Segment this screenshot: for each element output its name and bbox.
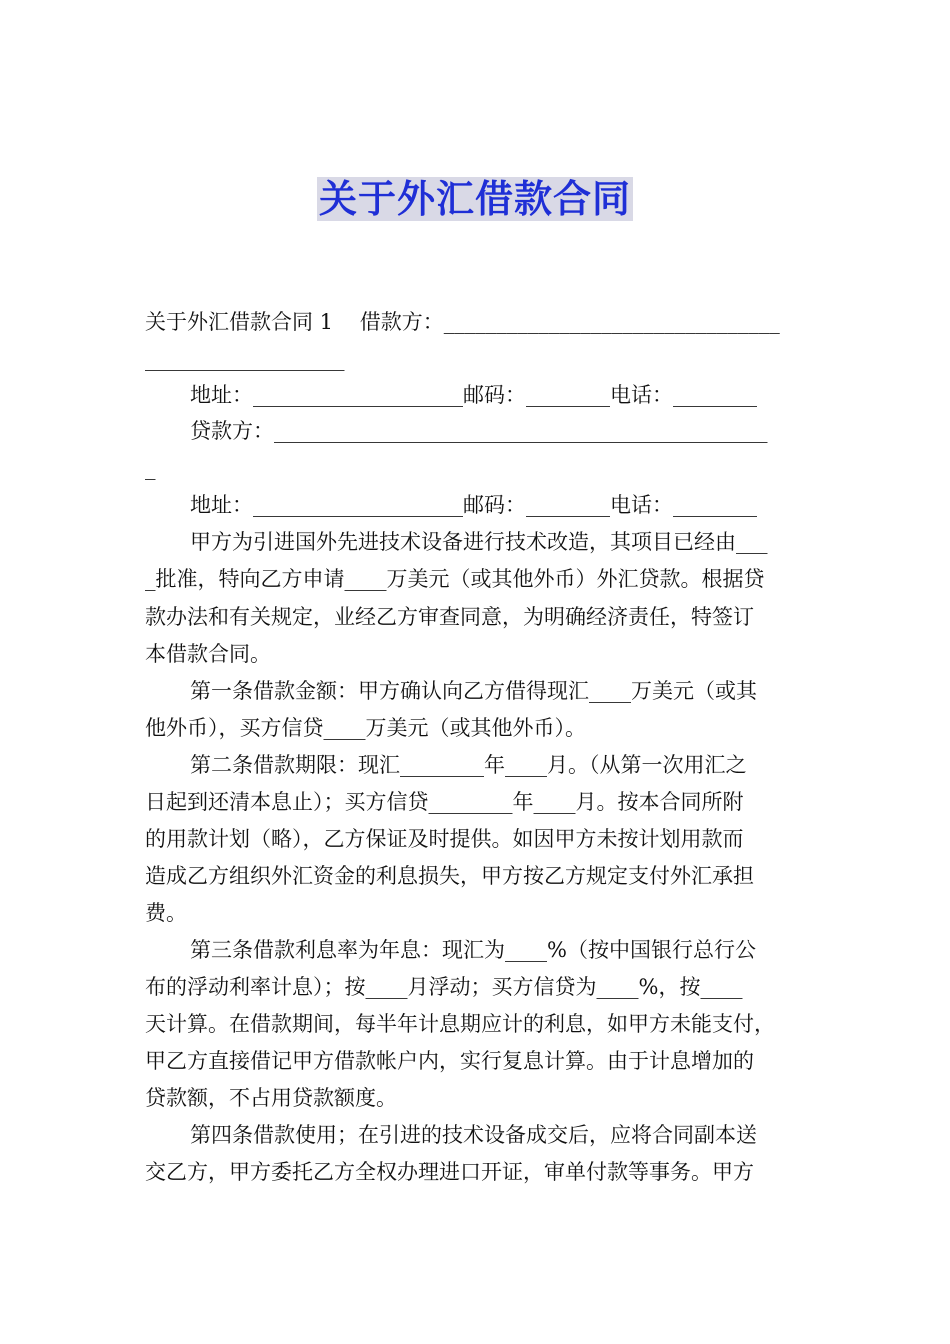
text-line: _批准，特向乙方申请____万美元（或其他外币）外汇贷款。根据贷 [145, 567, 765, 591]
text-line: 贷款方：_______________________________________________ [190, 419, 768, 443]
text-line: 第四条借款使用；在引进的技术设备成交后，应将合同副本送 [190, 1123, 757, 1147]
text-line: 的用款计划（略），乙方保证及时提供。如因甲方未按计划用款而 [145, 827, 744, 851]
text-line: 布的浮动利率计息）；按____月浮动；买方信贷为____%，按____ [145, 975, 743, 999]
text-line: 天计算。在借款期间，每半年计息期应计的利息，如甲方未能支付， [145, 1012, 775, 1036]
text-line: 第二条借款期限：现汇________年____月。（从第一次用汇之 [190, 753, 747, 777]
document-title [0, 175, 950, 223]
document-title-text: 关于外汇借款合同 [318, 177, 631, 221]
text-line: 第一条借款金额：甲方确认向乙方借得现汇____万美元（或其 [190, 679, 757, 703]
text-line: 交乙方，甲方委托乙方全权办理进口开证，审单付款等事务。甲方 [145, 1160, 754, 1184]
text-line: 地址：____________________邮码：________电话：________ [190, 493, 757, 517]
text-line: ___________________ [145, 347, 345, 371]
text-line: 造成乙方组织外汇资金的利息损失，甲方按乙方规定支付外汇承担 [145, 864, 754, 888]
text-line: 地址：____________________邮码：________电话：________ [190, 383, 757, 407]
text-line: 款办法和有关规定，业经乙方审查同意，为明确经济责任，特签订 [145, 605, 754, 629]
text-line: 甲方为引进国外先进技术设备进行技术改造，其项目已经由___ [190, 530, 768, 554]
text-line: 费。 [145, 901, 187, 925]
text-line: 关于外汇借款合同 1 借款方：________________________________ [145, 310, 780, 334]
text-line: 他外币），买方信贷____万美元（或其他外币）。 [145, 716, 586, 740]
text-line: 甲乙方直接借记甲方借款帐户内，实行复息计算。由于计息增加的 [145, 1049, 754, 1073]
text-line: 贷款额，不占用贷款额度。 [145, 1086, 397, 1110]
text-line: 日起到还清本息止）；买方信贷________年____月。按本合同所附 [145, 790, 744, 814]
text-line: 本借款合同。 [145, 642, 271, 666]
text-line: _ [145, 456, 156, 480]
text-line: 第三条借款利息率为年息：现汇为____%（按中国银行总行公 [190, 938, 756, 962]
